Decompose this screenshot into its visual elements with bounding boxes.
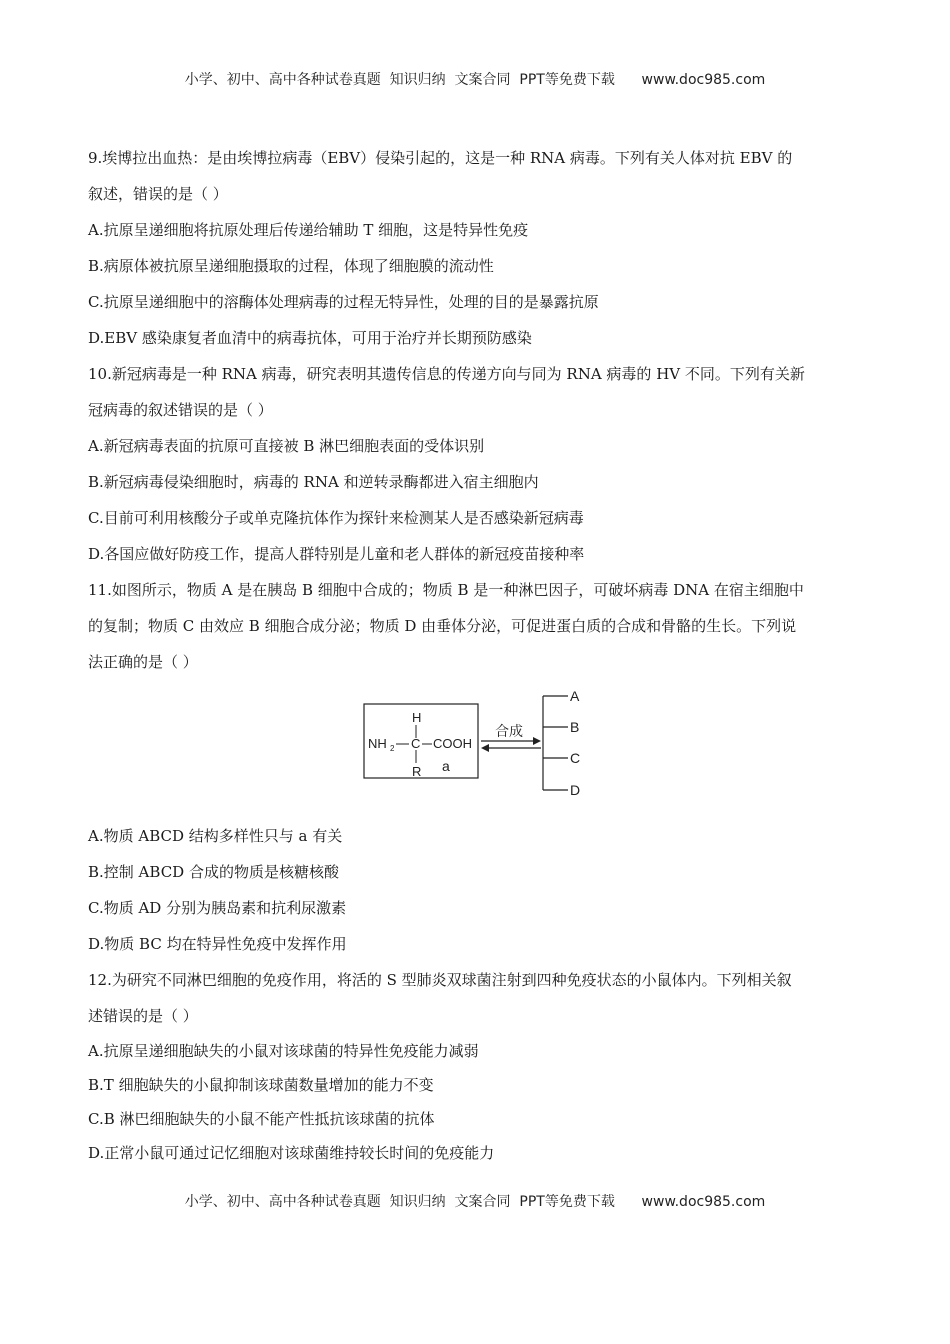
branch-label-a: A <box>570 688 580 704</box>
formula-nh: NH <box>368 736 387 751</box>
question-9-option-c: C.抗原呈递细胞中的溶酶体处理病毒的过程无特异性，处理的目的是暴露抗原 <box>88 293 599 311</box>
formula-r: R <box>412 764 422 779</box>
question-11-option-d: D.物质 BC 均在特异性免疫中发挥作用 <box>88 935 347 953</box>
question-10-option-a: A.新冠病毒表面的抗原可直接被 B 淋巴细胞表面的受体识别 <box>88 437 485 455</box>
amino-acid-diagram-svg <box>360 686 620 808</box>
question-9-option-a: A.抗原呈递细胞将抗原处理后传递给辅助 T 细胞，这是特异性免疫 <box>88 221 529 239</box>
question-11-option-b: B.控制 ABCD 合成的物质是核糖核酸 <box>88 863 339 881</box>
question-10-stem-line-1: 10.新冠病毒是一种 RNA 病毒，研究表明其遗传信息的传递方向与同为 RNA 病毒的 HV 不同。下列有关新 <box>88 365 805 383</box>
question-11-stem-line-2: 的复制；物质 C 由效应 B 细胞合成分泌；物质 D 由垂体分泌，可促进蛋白质的合成和骨骼的生长。下列说 <box>88 617 797 635</box>
question-10-option-d: D.各国应做好防疫工作，提高人群特别是儿童和老人群体的新冠疫苗接种率 <box>88 545 585 563</box>
question-12-option-a: A.抗原呈递细胞缺失的小鼠对该球菌的特异性免疫能力减弱 <box>88 1042 479 1060</box>
question-12-option-b: B.T 细胞缺失的小鼠抑制该球菌数量增加的能力不变 <box>88 1076 434 1094</box>
question-9-option-d: D.EBV 感染康复者血清中的病毒抗体，可用于治疗并长期预防感染 <box>88 329 532 347</box>
question-10-option-b: B.新冠病毒侵染细胞时，病毒的 RNA 和逆转录酶都进入宿主细胞内 <box>88 473 539 491</box>
arrow-label-synthesis: 合成 <box>495 723 523 739</box>
amino-acid-diagram <box>88 686 868 814</box>
question-9-stem-line-1: 9.埃博拉出血热：是由埃博拉病毒（EBV）侵染引起的，这是一种 RNA 病毒。下列有关人体对抗 EBV 的 <box>88 149 793 167</box>
formula-subscript-2: 2 <box>390 744 395 753</box>
formula-a: a <box>442 758 450 774</box>
arrow-forward-head <box>533 737 541 745</box>
question-12-option-d: D.正常小鼠可通过记忆细胞对该球菌维持较长时间的免疫能力 <box>88 1144 495 1162</box>
question-content <box>88 140 868 1170</box>
arrow-backward-head <box>481 744 489 752</box>
question-12-option-c: C.B 淋巴细胞缺失的小鼠不能产性抵抗该球菌的抗体 <box>88 1110 435 1128</box>
branch-label-d: D <box>570 782 581 798</box>
question-9-stem-line-2: 叙述，错误的是（ ） <box>88 185 228 203</box>
question-11-stem-line-1: 11.如图所示，物质 A 是在胰岛 B 细胞中合成的；物质 B 是一种淋巴因子，可破坏病毒 DNA 在宿主细胞中 <box>88 581 804 599</box>
question-10-option-c: C.目前可利用核酸分子或单克隆抗体作为探针来检测某人是否感染新冠病毒 <box>88 509 584 527</box>
question-11-option-c: C.物质 AD 分别为胰岛素和抗利尿激素 <box>88 899 347 917</box>
formula-c: C <box>411 736 421 751</box>
formula-h: H <box>412 710 422 725</box>
question-9-option-b: B.病原体被抗原呈递细胞摄取的过程，体现了细胞膜的流动性 <box>88 257 494 275</box>
formula-cooh: COOH <box>433 736 472 751</box>
page-header: 小学、初中、高中各种试卷真题 知识归纳 文案合同 PPT等免费下载 www.doc985.com <box>184 72 766 88</box>
branch-label-b: B <box>570 719 580 735</box>
question-10-stem-line-2: 冠病毒的叙述错误的是（ ） <box>88 401 273 419</box>
question-12-stem-line-2: 述错误的是（ ） <box>88 1007 198 1025</box>
branch-label-c: C <box>570 750 581 766</box>
question-11-option-a: A.物质 ABCD 结构多样性只与 a 有关 <box>88 827 343 845</box>
page-footer: 小学、初中、高中各种试卷真题 知识归纳 文案合同 PPT等免费下载 www.doc985.com <box>184 1194 766 1210</box>
question-12-stem-line-1: 12.为研究不同淋巴细胞的免疫作用，将活的 S 型肺炎双球菌注射到四种免疫状态的小鼠体内。下列相关叙 <box>88 971 792 989</box>
question-11-stem-line-3: 法正确的是（ ） <box>88 653 198 671</box>
